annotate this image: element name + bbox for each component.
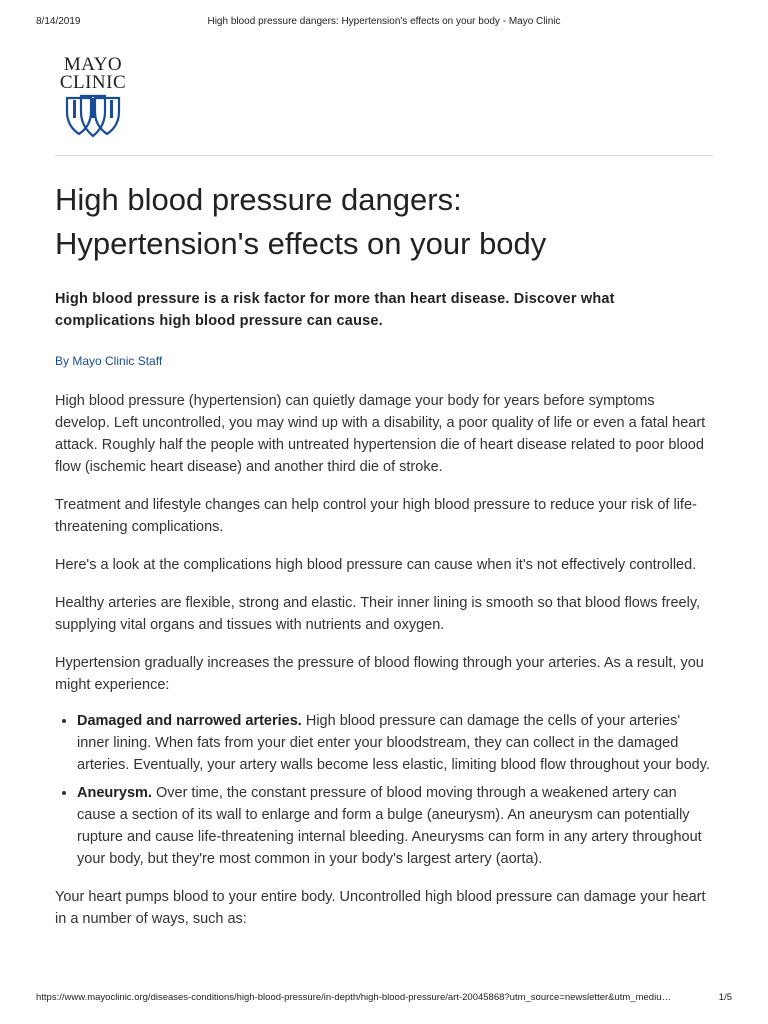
byline [55,354,710,368]
list-item-term: Damaged and narrowed arteries. [77,713,302,729]
print-footer [36,992,732,1006]
print-url: https://www.mayoclinic.org/diseases-conditions/high-blood-pressure/in-depth/high-blood-pressure/art-20045868?utm_source=newsletter&utm_mediu… [36,992,671,1003]
print-header [36,16,732,30]
list-item-term: Aneurysm. [77,785,152,801]
paragraph-hypertension-pressure: Hypertension gradually increases the pressure of blood flowing through your arteries. As a result, you might experience: [55,655,704,693]
paragraph-healthy-arteries: Healthy arteries are flexible, strong and elastic. Their inner lining is smooth so that blood flows freely, supplying vital organs and tissues with nutrients and oxygen. [55,595,701,633]
list-item [77,710,710,776]
paragraph-complications: Here's a look at the complications high blood pressure can cause when it's not effectively controlled. [55,557,697,573]
print-date: 8/14/2019 [36,16,81,27]
paragraph-heart: Your heart pumps blood to your entire body. Uncontrolled high blood pressure can damage your heart in a number of ways, such as: [55,889,706,927]
page-number: 1/5 [718,992,732,1003]
print-page-title: High blood pressure dangers: Hypertension's effects on your body - Mayo Clinic [207,16,561,27]
complications-list [55,710,710,870]
article-title-line2: Hypertension's effects on your body [55,226,547,261]
paragraph-treatment: Treatment and lifestyle changes can help control your high blood pressure to reduce your risk of life-threatening complications. [55,497,697,535]
shields-icon [65,94,121,138]
list-item-text: Over time, the constant pressure of blood moving through a weakened artery can cause a section of its wall to enlarge and form a bulge (aneurysm). An aneurysm can potentially rupture and cause life-threatening internal bleeding. Aneurysms can form in any artery throughout your body, but they're most common in your body's largest artery (aorta). [77,785,702,867]
list-item-text: High blood pressure can damage the cells of your arteries' inner lining. When fats from your diet enter your bloodstream, they can collect in the damaged arteries. Eventually, your artery walls become less elastic, limiting blood flow throughout your body. [77,713,710,773]
logo-word-mayo: MAYO [63,54,123,75]
logo-word-clinic: CLINIC [59,72,127,93]
header-divider [55,155,713,156]
byline-link[interactable]: By Mayo Clinic Staff [55,354,163,368]
article-lead: High blood pressure is a risk factor for more than heart disease. Discover what complications high blood pressure can cause. [55,291,615,329]
article-title [55,178,710,266]
article [55,178,710,930]
mayo-clinic-logo[interactable] [55,56,131,142]
article-title-line1: High blood pressure dangers: [55,182,462,217]
list-item [77,782,710,870]
paragraph-intro: High blood pressure (hypertension) can quietly damage your body for years before symptoms develop. Left uncontrolled, you may wind up with a disability, a poor quality of life or even a fatal heart attack. Roughly half the people with untreated hypertension die of heart disease related to poor blood flow (ischemic heart disease) and another third die of stroke. [55,393,706,475]
